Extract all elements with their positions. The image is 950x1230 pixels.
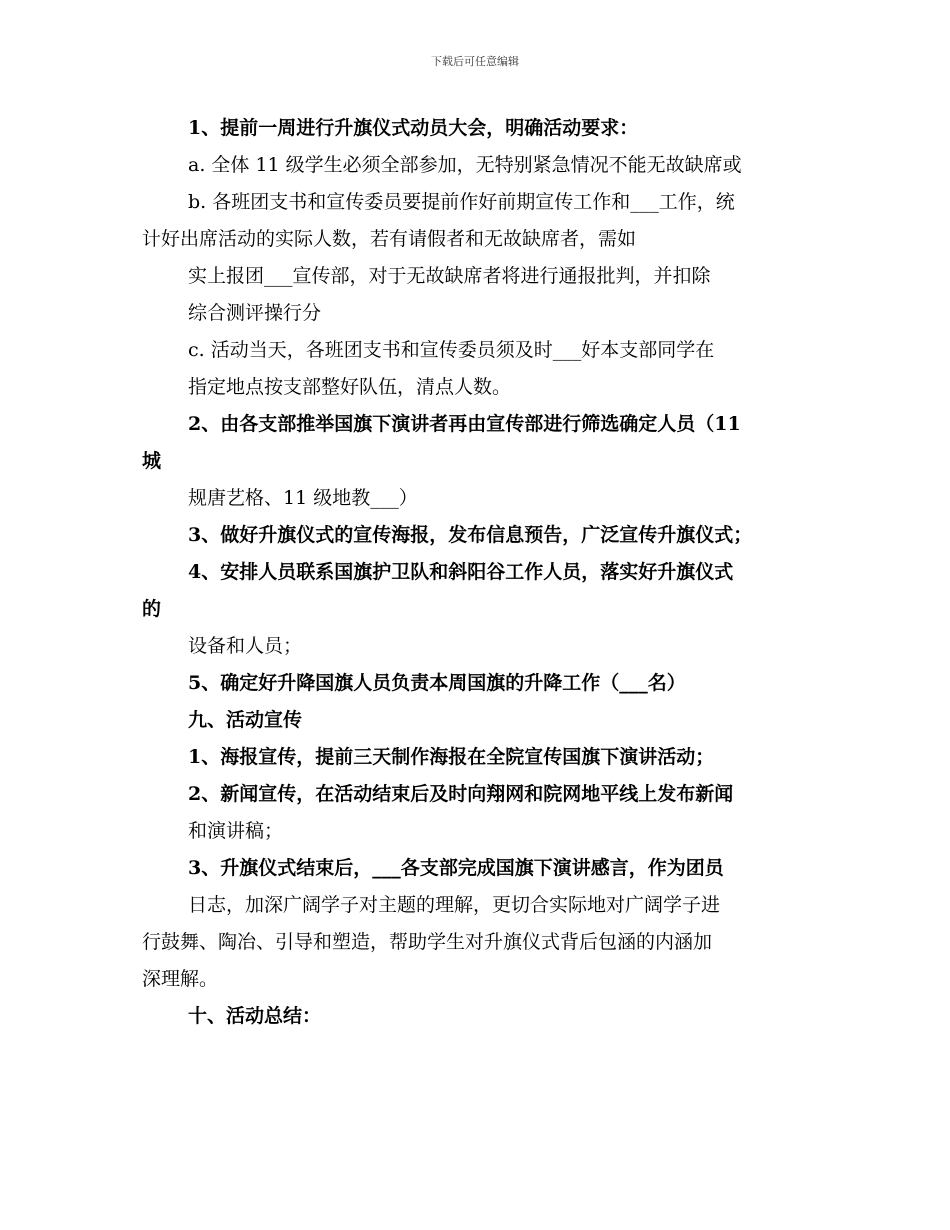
- text-line: 设备和人员；: [188, 635, 303, 657]
- text-line: c. 活动当天，各班团支书和宣传委员须及时___好本支部同学在: [188, 339, 715, 361]
- text-line: 5、确定好升降国旗人员负责本周国旗的升降工作（___名）: [188, 672, 686, 694]
- text-line: 指定地点按支部整好队伍，清点人数。: [188, 376, 512, 398]
- text-line: 和演讲稿；: [188, 820, 284, 842]
- text-line: 2、由各支部推举国旗下演讲者再由宣传部进行筛选确定人员（11: [188, 413, 741, 435]
- text-line: 日志，加深广阔学子对主题的理解，更切合实际地对广阔学子进: [188, 894, 721, 916]
- page-header: 下载后可任意编辑: [431, 55, 519, 68]
- text-line: 1、提前一周进行升旗仪式动员大会，明确活动要求：: [188, 117, 639, 139]
- text-line: 3、升旗仪式结束后，___各支部完成国旗下演讲感言，作为团员: [188, 857, 724, 879]
- text-line: 综合测评操行分: [188, 302, 322, 324]
- text-line: b. 各班团支书和宣传委员要提前作好前期宣传工作和___工作，统: [188, 191, 735, 213]
- text-line: 实上报团___宣传部，对于无故缺席者将进行通报批判，并扣除: [188, 265, 711, 287]
- text-line: 规唐艺格、11 级地教___）: [188, 487, 418, 509]
- text-line: a. 全体 11 级学生必须全部参加，无特别紧急情况不能无故缺席或: [188, 154, 742, 176]
- section-heading: 十、活动总结：: [188, 1005, 322, 1027]
- text-line: 2、新闻宣传，在活动结束后及时向翔网和院网地平线上发布新闻: [188, 783, 734, 805]
- text-line: 计好出席活动的实际人数，若有请假者和无故缺席者，需如: [142, 228, 637, 250]
- text-line: 4、安排人员联系国旗护卫队和斜阳谷工作人员，落实好升旗仪式: [188, 561, 734, 583]
- text-line: 的: [142, 598, 162, 620]
- text-line: 3、做好升旗仪式的宣传海报，发布信息预告，广泛宣传升旗仪式；: [188, 524, 753, 546]
- section-heading: 九、活动宣传: [188, 709, 303, 731]
- text-line: 深理解。: [142, 968, 219, 990]
- text-line: 行鼓舞、陶冶、引导和塑造，帮助学生对升旗仪式背后包涵的内涵加: [142, 931, 713, 953]
- text-line: 城: [142, 450, 162, 472]
- text-line: 1、海报宣传，提前三天制作海报在全院宣传国旗下演讲活动；: [188, 746, 715, 768]
